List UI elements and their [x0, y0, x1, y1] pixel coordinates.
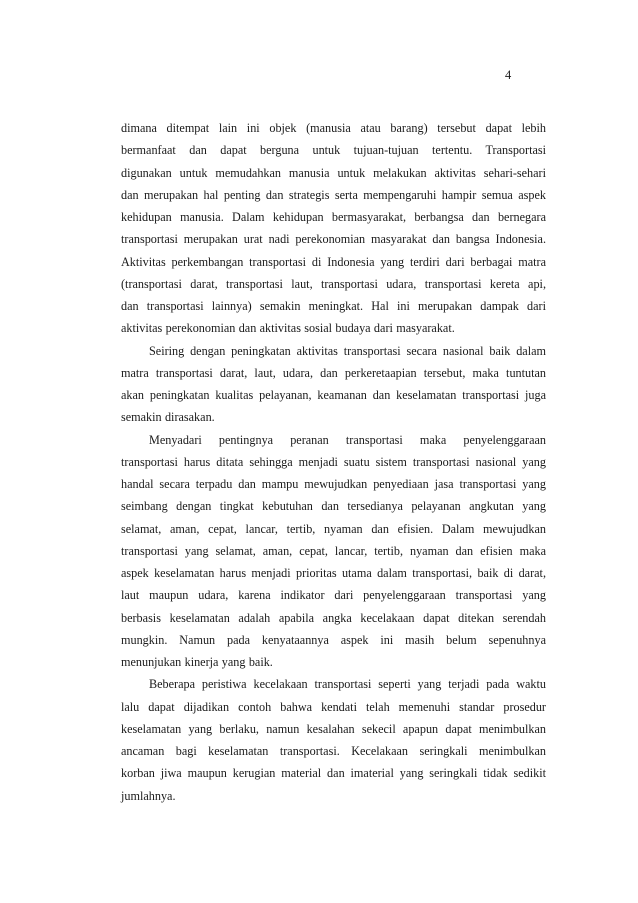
text-line: laut maupun udara, karena indikator dari penyelenggaraan transportasi yang — [121, 588, 546, 603]
text-line: korban jiwa maupun kerugian material dan imaterial yang seringkali tidak sedikit — [121, 766, 546, 781]
text-line: aktivitas perekonomian dan aktivitas sosial budaya dari masyarakat. — [121, 321, 455, 336]
text-line: menunjukan kinerja yang baik. — [121, 655, 273, 669]
text-line: bermanfaat dan dapat berguna untuk tujuan-tujuan tertentu. Transportasi — [121, 143, 546, 158]
text-line: transportasi harus ditata sehingga menjadi suatu sistem transportasi nasional yang — [121, 454, 546, 469]
paragraph — [121, 673, 546, 807]
text-line: handal secara terpadu dan mampu mewujudkan penyediaan jasa transportasi yang — [121, 477, 546, 491]
text-line: akan peningkatan kualitas pelayanan, keamanan dan keselamatan transportasi juga — [121, 388, 546, 402]
text-line: kehidupan manusia. Dalam kehidupan bermasyarakat, berbangsa dan bernegara — [121, 210, 546, 224]
text-line: mungkin. Namun pada kenyataannya aspek ini masih belum sepenuhnya — [121, 632, 546, 647]
paragraph — [121, 340, 546, 429]
text-line: selamat, aman, cepat, lancar, tertib, nyaman dan efisien. Dalam mewujudkan — [121, 521, 546, 536]
text-line: digunakan untuk memudahkan manusia untuk melakukan aktivitas sehari-sehari — [121, 165, 546, 180]
page-number: 4 — [505, 68, 512, 82]
text-line: matra transportasi darat, laut, udara, dan perkeretaapian tersebut, maka tuntutan — [121, 365, 546, 380]
text-line: (transportasi darat, transportasi laut, transportasi udara, transportasi kereta api, — [121, 276, 546, 291]
paragraph — [121, 117, 546, 340]
text-line: dimana ditempat lain ini objek (manusia atau barang) tersebut dapat lebih — [121, 121, 546, 135]
text-line: seimbang dengan tingkat kebutuhan dan tersedianya pelayanan angkutan yang — [121, 499, 546, 514]
text-line: aspek keselamatan harus menjadi prioritas utama dalam transportasi, baik di darat, — [121, 566, 546, 580]
text-line: semakin dirasakan. — [121, 410, 215, 425]
text-line: Aktivitas perkembangan transportasi di Indonesia yang terdiri dari berbagai matra — [121, 254, 546, 269]
text-line: Menyadari pentingnya peranan transportasi maka penyelenggaraan — [149, 432, 546, 447]
text-line: dan merupakan hal penting dan strategis serta mempengaruhi hampir semua aspek — [121, 187, 546, 202]
text-line: berbasis keselamatan adalah apabila angka kecelakaan dapat ditekan serendah — [121, 610, 546, 625]
text-line: transportasi yang selamat, aman, cepat, lancar, tertib, nyaman dan efisien maka — [121, 543, 546, 558]
text-line: jumlahnya. — [121, 788, 176, 803]
body-text — [121, 117, 546, 807]
text-line: dan transportasi lainnya) semakin meningkat. Hal ini merupakan dampak dari — [121, 299, 546, 313]
text-line: Beberapa peristiwa kecelakaan transportasi seperti yang terjadi pada waktu — [149, 677, 546, 692]
paragraph — [121, 429, 546, 674]
text-line: keselamatan yang berlaku, namun kesalahan sekecil apapun dapat menimbulkan — [121, 721, 546, 736]
text-line: transportasi merupakan urat nadi perekonomian masyarakat dan bangsa Indonesia. — [121, 232, 546, 247]
text-line: ancaman bagi keselamatan transportasi. Kecelakaan seringkali menimbulkan — [121, 744, 546, 758]
text-line: lalu dapat dijadikan contoh bahwa kendati telah memenuhi standar prosedur — [121, 699, 546, 714]
text-line: Seiring dengan peningkatan aktivitas transportasi secara nasional baik dalam — [149, 343, 546, 358]
